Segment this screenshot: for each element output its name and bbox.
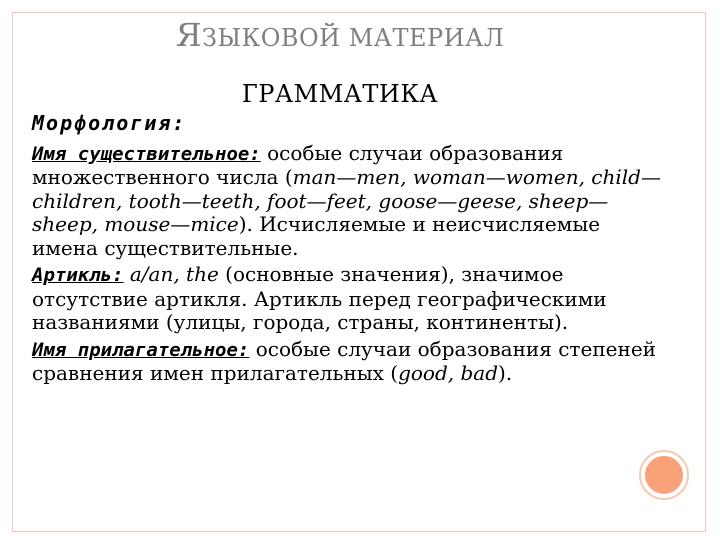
article-term: Артикль: <box>32 264 124 286</box>
article-examples: a/an, the <box>123 262 219 286</box>
adjective-term: Имя прилагательное: <box>32 338 250 361</box>
article-paragraph <box>32 263 662 335</box>
noun-text-2: ). Исчисляемые и неисчисляемые имена существительные. <box>32 212 601 260</box>
adjective-examples: good, bad <box>398 361 499 385</box>
decorative-circle-icon <box>641 452 687 498</box>
adjective-paragraph <box>32 338 662 386</box>
noun-term: Имя существительное: <box>32 142 261 165</box>
adjective-text-2: ). <box>498 361 513 385</box>
slide-title <box>0 16 680 54</box>
slide-subtitle: ГРАММАТИКА <box>241 80 439 108</box>
slide-content <box>32 112 662 386</box>
adjective-text: особые случаи образования степеней сравнения имен прилагательных ( <box>32 336 656 385</box>
noun-paragraph <box>32 142 662 261</box>
title-rest: ЗЫКОВОЙ МАТЕРИАЛ <box>202 24 505 52</box>
article-text: (основные значения), значимое отсутствие артикля. Артикль перед географическими названиями (улицы, города, страны, континенты). <box>32 262 607 334</box>
noun-text: особые случаи образования множественного числа ( <box>32 140 564 189</box>
section-heading: Морфология: <box>32 111 187 135</box>
title-initial: Я <box>175 16 203 54</box>
noun-examples: man—men, woman—women, child—children, tooth—teeth, foot—feet, goose—geese, sheep—sheep, mouse—mice <box>32 165 661 236</box>
